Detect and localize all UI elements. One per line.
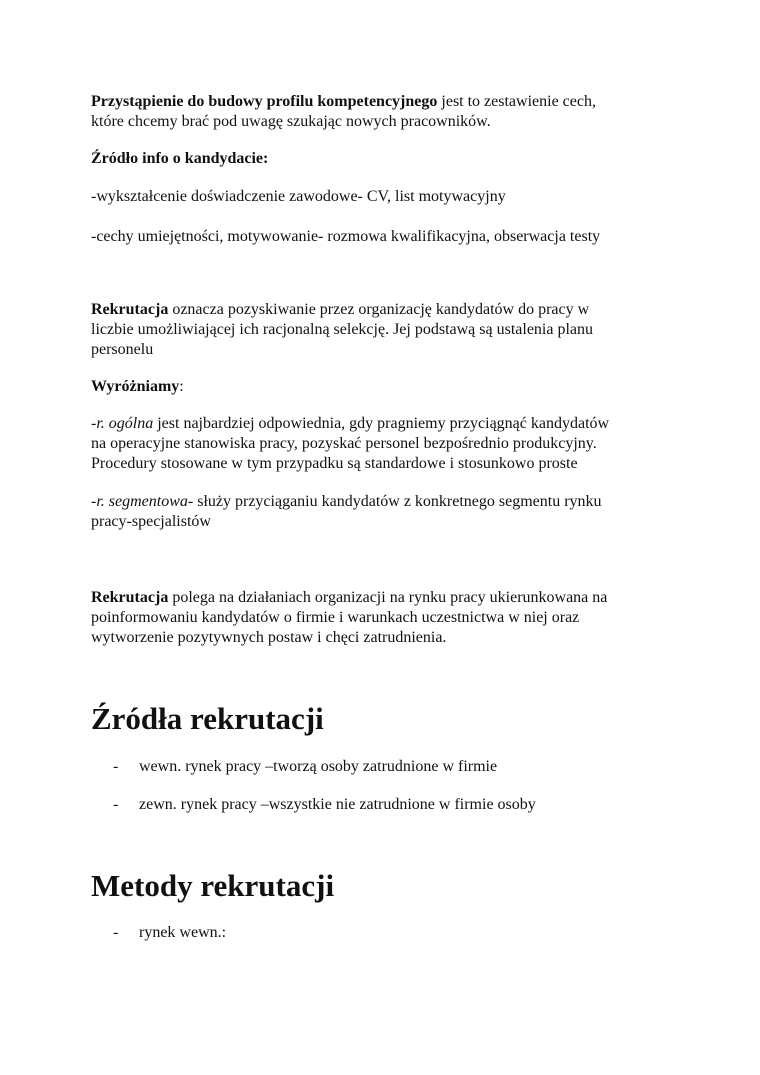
competency-profile-term: Przystąpienie do budowy profilu kompetencyjnego (91, 93, 438, 110)
document-page: Przystąpienie do budowy profilu kompetencyjnego jest to zestawienie cech, które chcemy brać pod uwagę szukając nowych pracowników. Źródło info o kandydacie: -wykształcenie doświadczenie zawodowe- CV, list motywacyjny -cechy umiejętności, motywowanie- rozmowa kwalifikacyjna, obserwacja testy Rekrutacja oznacza pozyskiwanie przez organizację kandydatów do pracy w liczbie umożliwiającej ich racjonalną selekcję. Jej podstawą są ustalenia planu personelu Wyróżniamy: -r. ogólna jest najbardziej odpowiednia, gdy pragniemy przyciągnąć kandydatów na operacyjne stanowiska pracy, pozyskać personel bezpośrednio produkcyjny. Procedury stosowane w tym przypadku są standardowe i stosunkowo proste -r. segmentowa- służy przyciąganiu kandydatów z konkretnego segmentu rynku pracy-specjalistów Rekrutacja polega na działaniach organizacji na rynku pracy ukierunkowana na poinformowaniu kandydatów o firmie i warunkach uczestnictwa w niej oraz wytworzenie pozytywnych postaw i chęci zatrudnienia. Źródła rekrutacji - wewn. rynek pracy –tworzą osoby zatrudnione w firmie - zewn. rynek pracy –wszystkie nie zatrudnione w firmie osoby Metody rekrutacji - rynek wewn.: (0, 0, 760, 1075)
general-recruitment-term: r. ogólna (96, 415, 154, 432)
recruitment-activities-paragraph: Rekrutacja polega na działaniach organizacji na rynku pracy ukierunkowana na poinformowaniu kandydatów o firmie i warunkach uczestnictwa w niej oraz wytworzenie pozytywnych postaw i chęci zatrudnienia. (91, 589, 608, 646)
recruitment-definition-paragraph: Rekrutacja oznacza pozyskiwanie przez organizację kandydatów do pracy w liczbie umożliwiającej ich racjonalną selekcję. Jej podstawą są ustalenia planu personelu (91, 301, 594, 358)
candidate-source-item: -wykształcenie doświadczenie zawodowe- CV, list motywacyjny (91, 188, 506, 205)
segment-recruitment-paragraph: -r. segmentowa- służy przyciąganiu kandydatów z konkretnego segmentu rynku pracy-specjalistów (91, 493, 602, 530)
candidate-source-heading: Źródło info o kandydacie: (91, 150, 269, 167)
candidate-source-item: -cechy umiejętności, motywowanie- rozmowa kwalifikacyjna, obserwacja testy (91, 228, 601, 245)
recruitment-sources-heading: Źródła rekrutacji (91, 701, 324, 736)
distinguish-heading: Wyróżniamy: (91, 378, 184, 395)
recruitment-term: Rekrutacja (91, 589, 169, 606)
recruitment-term: Rekrutacja (91, 301, 169, 318)
general-recruitment-paragraph: -r. ogólna jest najbardziej odpowiednia, gdy pragniemy przyciągnąć kandydatów na operacyjne stanowiska pracy, pozyskać personel bezpośrednio produkcyjny. Procedury stosowane w tym przypadku są standardowe i stosunkowo proste (91, 415, 610, 472)
segment-recruitment-term: r. segmentowa (96, 493, 188, 510)
recruitment-methods-heading: Metody rekrutacji (91, 868, 335, 903)
competency-profile-paragraph: Przystąpienie do budowy profilu kompetencyjnego jest to zestawienie cech, które chcemy brać pod uwagę szukając nowych pracowników. (91, 93, 596, 130)
